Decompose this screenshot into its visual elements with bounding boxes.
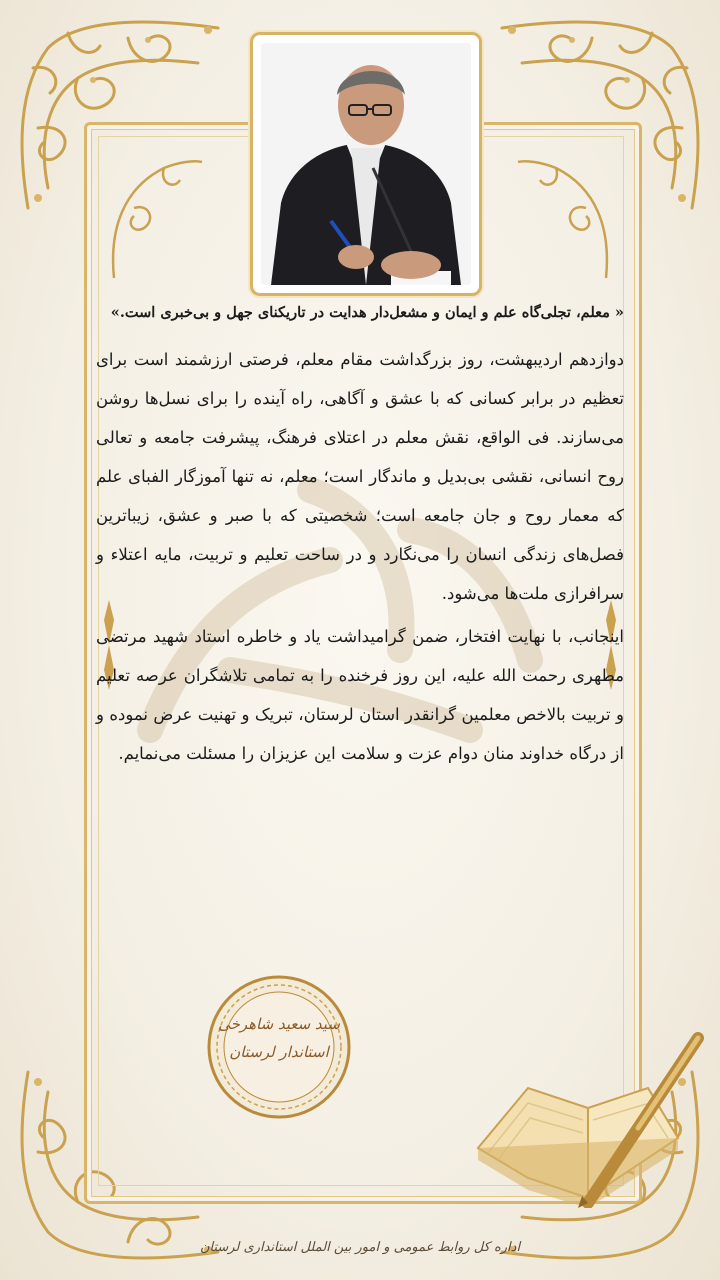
governor-portrait-icon: [261, 43, 471, 285]
portrait-photo: [261, 43, 471, 285]
open-book-and-pen-icon: [468, 1028, 708, 1208]
letter-body: [96, 298, 624, 773]
footer-credit: اداره کل روابط عمومی و امور بین الملل استانداری لرستان: [199, 1240, 521, 1255]
paragraph-congratulations: اینجانب، با نهایت افتخار، ضمن گرامیداشت یاد و خاطره استاد شهید مرتضی مطهری رحمت الله علیه، این روز فرخنده را به تمامی تلاشگران عرصه تعلیم و تربیت بالاخص معلمین گرانقدر استان لرستان، تبریک و تهنیت عرض نموده و از درگاه خداوند منان دوام عزت و سلامت این عزیزان را مسئلت می‌نمایم.: [96, 627, 624, 763]
signature-block: [206, 1010, 352, 1066]
teacher-quote: « معلم، تجلی‌گاه علم و ایمان و مشعل‌دار هدایت در تاریکنای جهل و بی‌خبری است.»: [110, 304, 624, 321]
portrait-frame: [250, 32, 482, 296]
paragraph-teachers-day: دوازدهم اردیبهشت، روز بزرگداشت مقام معلم، فرصتی ارزشمند است برای تعظیم در برابر کسانی که با عشق و آگاهی، راه آینده را برای نسل‌ها روشن می‌سازند. فی الواقع، نقش معلم در اعتلای فرهنگ، پیشرفت جامعه و تعالی روح انسانی، نقشی بی‌بدیل و ماندگار است؛ معلم، نه تنها آموزگار الفبای علم که معمار روح و جان جامعه است؛ شخصیتی که با صبر و عشق، زیباترین فصل‌های زندگی انسان را می‌نگارد و در ساحت تعلیم و تربیت، مایه اعتلاء و سرافرازی ملت‌ها می‌شود.: [96, 350, 624, 603]
signature-title: استاندار لرستان: [229, 1043, 329, 1061]
signature-name: سید سعید شاهرخی: [218, 1015, 340, 1033]
